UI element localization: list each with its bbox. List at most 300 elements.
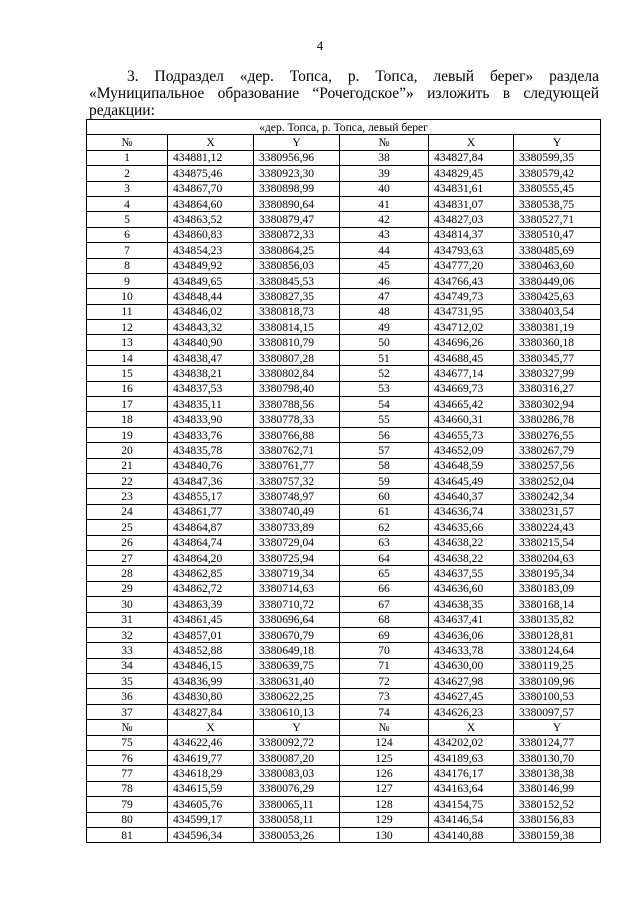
y-coordinate: 3380257,56 xyxy=(514,458,601,473)
x-coordinate: 434814,37 xyxy=(429,227,514,242)
x-coordinate: 434665,42 xyxy=(429,397,514,412)
x-coordinate: 434669,73 xyxy=(429,381,514,396)
y-coordinate: 3380252,04 xyxy=(514,473,601,488)
table-row xyxy=(87,766,601,781)
y-coordinate: 3380152,52 xyxy=(514,797,601,812)
y-coordinate: 3380555,45 xyxy=(514,181,601,196)
point-number: 20 xyxy=(87,443,168,458)
point-number: 50 xyxy=(340,335,429,350)
point-number: 53 xyxy=(340,381,429,396)
header-y: Y xyxy=(254,720,340,735)
point-number: 9 xyxy=(87,273,168,288)
y-coordinate: 3380879,47 xyxy=(254,212,340,227)
table-caption: «дер. Топса, р. Топса, левый берег xyxy=(87,120,601,135)
y-coordinate: 3380168,14 xyxy=(514,597,601,612)
x-coordinate: 434847,36 xyxy=(168,473,254,488)
point-number: 19 xyxy=(87,427,168,442)
table-row xyxy=(87,550,601,565)
header-number: № xyxy=(340,720,429,735)
x-coordinate: 434637,41 xyxy=(429,612,514,627)
x-coordinate: 434712,02 xyxy=(429,320,514,335)
point-number: 37 xyxy=(87,704,168,719)
y-coordinate: 3380381,19 xyxy=(514,320,601,335)
x-coordinate: 434652,09 xyxy=(429,443,514,458)
y-coordinate: 3380807,28 xyxy=(254,350,340,365)
point-number: 30 xyxy=(87,597,168,612)
x-coordinate: 434827,84 xyxy=(429,150,514,165)
point-number: 28 xyxy=(87,566,168,581)
header-y: Y xyxy=(514,720,601,735)
y-coordinate: 3380527,71 xyxy=(514,212,601,227)
point-number: 7 xyxy=(87,243,168,258)
table-row xyxy=(87,566,601,581)
point-number: 126 xyxy=(340,766,429,781)
y-coordinate: 3380109,96 xyxy=(514,674,601,689)
x-coordinate: 434846,15 xyxy=(168,658,254,673)
x-coordinate: 434596,34 xyxy=(168,827,254,842)
y-coordinate: 3380810,79 xyxy=(254,335,340,350)
y-coordinate: 3380124,77 xyxy=(514,735,601,750)
table-row xyxy=(87,627,601,642)
point-number: 55 xyxy=(340,412,429,427)
table-row xyxy=(87,827,601,842)
point-number: 25 xyxy=(87,520,168,535)
point-number: 71 xyxy=(340,658,429,673)
x-coordinate: 434619,77 xyxy=(168,751,254,766)
point-number: 44 xyxy=(340,243,429,258)
point-number: 51 xyxy=(340,350,429,365)
x-coordinate: 434645,49 xyxy=(429,473,514,488)
y-coordinate: 3380224,43 xyxy=(514,520,601,535)
point-number: 70 xyxy=(340,643,429,658)
table-row xyxy=(87,535,601,550)
point-number: 58 xyxy=(340,458,429,473)
x-coordinate: 434793,63 xyxy=(429,243,514,258)
x-coordinate: 434831,61 xyxy=(429,181,514,196)
table-row xyxy=(87,304,601,319)
point-number: 26 xyxy=(87,535,168,550)
x-coordinate: 434633,78 xyxy=(429,643,514,658)
y-coordinate: 3380076,29 xyxy=(254,781,340,796)
table-row xyxy=(87,289,601,304)
y-coordinate: 3380729,04 xyxy=(254,535,340,550)
y-coordinate: 3380714,63 xyxy=(254,581,340,596)
y-coordinate: 3380748,97 xyxy=(254,489,340,504)
y-coordinate: 3380053,26 xyxy=(254,827,340,842)
y-coordinate: 3380345,77 xyxy=(514,350,601,365)
y-coordinate: 3380740,49 xyxy=(254,504,340,519)
table-row xyxy=(87,504,601,519)
table-header-row xyxy=(87,135,601,150)
y-coordinate: 3380631,40 xyxy=(254,674,340,689)
table-row xyxy=(87,443,601,458)
x-coordinate: 434176,17 xyxy=(429,766,514,781)
y-coordinate: 3380316,27 xyxy=(514,381,601,396)
table-header-row xyxy=(87,720,601,735)
y-coordinate: 3380327,99 xyxy=(514,366,601,381)
y-coordinate: 3380128,81 xyxy=(514,627,601,642)
y-coordinate: 3380610,13 xyxy=(254,704,340,719)
point-number: 127 xyxy=(340,781,429,796)
table-row xyxy=(87,381,601,396)
table-row xyxy=(87,243,601,258)
y-coordinate: 3380599,35 xyxy=(514,150,601,165)
y-coordinate: 3380058,11 xyxy=(254,812,340,827)
header-x: X xyxy=(429,720,514,735)
y-coordinate: 3380649,18 xyxy=(254,643,340,658)
x-coordinate: 434867,70 xyxy=(168,181,254,196)
x-coordinate: 434849,92 xyxy=(168,258,254,273)
table-row xyxy=(87,581,601,596)
y-coordinate: 3380956,96 xyxy=(254,150,340,165)
header-number: № xyxy=(340,135,429,150)
y-coordinate: 3380242,34 xyxy=(514,489,601,504)
y-coordinate: 3380360,18 xyxy=(514,335,601,350)
y-coordinate: 3380757,32 xyxy=(254,473,340,488)
point-number: 24 xyxy=(87,504,168,519)
point-number: 41 xyxy=(340,196,429,211)
table-row xyxy=(87,612,601,627)
y-coordinate: 3380890,64 xyxy=(254,196,340,211)
amendment-paragraph: 3. Подраздел «дер. Топса, р. Топса, левый берег» раздела «Муниципальное образование “Рочегодское”» изложить в следующей редакции: xyxy=(89,68,599,119)
table-row xyxy=(87,350,601,365)
table-row xyxy=(87,458,601,473)
point-number: 32 xyxy=(87,627,168,642)
x-coordinate: 434766,43 xyxy=(429,273,514,288)
x-coordinate: 434827,84 xyxy=(168,704,254,719)
table-row xyxy=(87,181,601,196)
x-coordinate: 434875,46 xyxy=(168,166,254,181)
y-coordinate: 3380403,54 xyxy=(514,304,601,319)
x-coordinate: 434636,06 xyxy=(429,627,514,642)
y-coordinate: 3380146,99 xyxy=(514,781,601,796)
x-coordinate: 434627,98 xyxy=(429,674,514,689)
y-coordinate: 3380670,79 xyxy=(254,627,340,642)
y-coordinate: 3380818,73 xyxy=(254,304,340,319)
point-number: 5 xyxy=(87,212,168,227)
x-coordinate: 434140,88 xyxy=(429,827,514,842)
y-coordinate: 3380778,33 xyxy=(254,412,340,427)
table-row xyxy=(87,781,601,796)
point-number: 31 xyxy=(87,612,168,627)
x-coordinate: 434163,64 xyxy=(429,781,514,796)
point-number: 64 xyxy=(340,550,429,565)
x-coordinate: 434864,74 xyxy=(168,535,254,550)
point-number: 2 xyxy=(87,166,168,181)
x-coordinate: 434622,46 xyxy=(168,735,254,750)
x-coordinate: 434840,76 xyxy=(168,458,254,473)
x-coordinate: 434749,73 xyxy=(429,289,514,304)
y-coordinate: 3380872,33 xyxy=(254,227,340,242)
y-coordinate: 3380463,60 xyxy=(514,258,601,273)
y-coordinate: 3380302,94 xyxy=(514,397,601,412)
point-number: 13 xyxy=(87,335,168,350)
y-coordinate: 3380639,75 xyxy=(254,658,340,673)
x-coordinate: 434852,88 xyxy=(168,643,254,658)
y-coordinate: 3380087,20 xyxy=(254,751,340,766)
x-coordinate: 434630,00 xyxy=(429,658,514,673)
point-number: 23 xyxy=(87,489,168,504)
header-number: № xyxy=(87,720,168,735)
y-coordinate: 3380156,83 xyxy=(514,812,601,827)
y-coordinate: 3380845,53 xyxy=(254,273,340,288)
point-number: 14 xyxy=(87,350,168,365)
y-coordinate: 3380827,35 xyxy=(254,289,340,304)
y-coordinate: 3380231,57 xyxy=(514,504,601,519)
table-row xyxy=(87,797,601,812)
x-coordinate: 434731,95 xyxy=(429,304,514,319)
point-number: 69 xyxy=(340,627,429,642)
table-row xyxy=(87,473,601,488)
x-coordinate: 434154,75 xyxy=(429,797,514,812)
y-coordinate: 3380762,71 xyxy=(254,443,340,458)
y-coordinate: 3380622,25 xyxy=(254,689,340,704)
x-coordinate: 434827,03 xyxy=(429,212,514,227)
coordinates-table xyxy=(86,119,601,843)
point-number: 73 xyxy=(340,689,429,704)
y-coordinate: 3380798,40 xyxy=(254,381,340,396)
point-number: 46 xyxy=(340,273,429,288)
y-coordinate: 3380856,03 xyxy=(254,258,340,273)
y-coordinate: 3380733,89 xyxy=(254,520,340,535)
x-coordinate: 434688,45 xyxy=(429,350,514,365)
point-number: 38 xyxy=(340,150,429,165)
x-coordinate: 434831,07 xyxy=(429,196,514,211)
point-number: 62 xyxy=(340,520,429,535)
y-coordinate: 3380092,72 xyxy=(254,735,340,750)
y-coordinate: 3380761,77 xyxy=(254,458,340,473)
x-coordinate: 434146,54 xyxy=(429,812,514,827)
y-coordinate: 3380065,11 xyxy=(254,797,340,812)
x-coordinate: 434635,66 xyxy=(429,520,514,535)
y-coordinate: 3380538,75 xyxy=(514,196,601,211)
point-number: 21 xyxy=(87,458,168,473)
y-coordinate: 3380814,15 xyxy=(254,320,340,335)
point-number: 68 xyxy=(340,612,429,627)
point-number: 40 xyxy=(340,181,429,196)
y-coordinate: 3380719,34 xyxy=(254,566,340,581)
x-coordinate: 434846,02 xyxy=(168,304,254,319)
y-coordinate: 3380267,79 xyxy=(514,443,601,458)
x-coordinate: 434599,17 xyxy=(168,812,254,827)
x-coordinate: 434840,90 xyxy=(168,335,254,350)
point-number: 52 xyxy=(340,366,429,381)
table-row xyxy=(87,397,601,412)
x-coordinate: 434638,35 xyxy=(429,597,514,612)
x-coordinate: 434854,23 xyxy=(168,243,254,258)
table-row xyxy=(87,320,601,335)
table-row xyxy=(87,166,601,181)
x-coordinate: 434636,74 xyxy=(429,504,514,519)
page-number: 4 xyxy=(316,38,324,53)
y-coordinate: 3380195,34 xyxy=(514,566,601,581)
x-coordinate: 434861,45 xyxy=(168,612,254,627)
table-row xyxy=(87,489,601,504)
x-coordinate: 434861,77 xyxy=(168,504,254,519)
point-number: 59 xyxy=(340,473,429,488)
x-coordinate: 434849,65 xyxy=(168,273,254,288)
table-row xyxy=(87,227,601,242)
y-coordinate: 3380725,94 xyxy=(254,550,340,565)
point-number: 56 xyxy=(340,427,429,442)
point-number: 15 xyxy=(87,366,168,381)
point-number: 39 xyxy=(340,166,429,181)
point-number: 47 xyxy=(340,289,429,304)
x-coordinate: 434864,87 xyxy=(168,520,254,535)
y-coordinate: 3380710,72 xyxy=(254,597,340,612)
point-number: 125 xyxy=(340,751,429,766)
table-row xyxy=(87,196,601,211)
table-row xyxy=(87,412,601,427)
point-number: 6 xyxy=(87,227,168,242)
x-coordinate: 434855,17 xyxy=(168,489,254,504)
point-number: 129 xyxy=(340,812,429,827)
point-number: 16 xyxy=(87,381,168,396)
point-number: 10 xyxy=(87,289,168,304)
x-coordinate: 434615,59 xyxy=(168,781,254,796)
x-coordinate: 434863,39 xyxy=(168,597,254,612)
point-number: 33 xyxy=(87,643,168,658)
y-coordinate: 3380864,25 xyxy=(254,243,340,258)
x-coordinate: 434838,47 xyxy=(168,350,254,365)
point-number: 48 xyxy=(340,304,429,319)
point-number: 67 xyxy=(340,597,429,612)
x-coordinate: 434627,45 xyxy=(429,689,514,704)
point-number: 8 xyxy=(87,258,168,273)
table-row xyxy=(87,704,601,719)
header-y: Y xyxy=(254,135,340,150)
point-number: 61 xyxy=(340,504,429,519)
x-coordinate: 434864,20 xyxy=(168,550,254,565)
x-coordinate: 434830,80 xyxy=(168,689,254,704)
point-number: 1 xyxy=(87,150,168,165)
point-number: 36 xyxy=(87,689,168,704)
point-number: 12 xyxy=(87,320,168,335)
point-number: 57 xyxy=(340,443,429,458)
point-number: 65 xyxy=(340,566,429,581)
x-coordinate: 434636,60 xyxy=(429,581,514,596)
table-row xyxy=(87,812,601,827)
y-coordinate: 3380579,42 xyxy=(514,166,601,181)
point-number: 78 xyxy=(87,781,168,796)
point-number: 60 xyxy=(340,489,429,504)
table-row xyxy=(87,366,601,381)
table-row xyxy=(87,751,601,766)
point-number: 42 xyxy=(340,212,429,227)
table-row xyxy=(87,689,601,704)
x-coordinate: 434660,31 xyxy=(429,412,514,427)
point-number: 77 xyxy=(87,766,168,781)
point-number: 3 xyxy=(87,181,168,196)
x-coordinate: 434862,72 xyxy=(168,581,254,596)
header-x: X xyxy=(168,135,254,150)
point-number: 128 xyxy=(340,797,429,812)
point-number: 75 xyxy=(87,735,168,750)
y-coordinate: 3380510,47 xyxy=(514,227,601,242)
point-number: 49 xyxy=(340,320,429,335)
y-coordinate: 3380183,09 xyxy=(514,581,601,596)
x-coordinate: 434835,11 xyxy=(168,397,254,412)
y-coordinate: 3380923,30 xyxy=(254,166,340,181)
y-coordinate: 3380097,57 xyxy=(514,704,601,719)
header-x: X xyxy=(429,135,514,150)
point-number: 80 xyxy=(87,812,168,827)
x-coordinate: 434848,44 xyxy=(168,289,254,304)
x-coordinate: 434843,32 xyxy=(168,320,254,335)
point-number: 43 xyxy=(340,227,429,242)
x-coordinate: 434655,73 xyxy=(429,427,514,442)
y-coordinate: 3380083,03 xyxy=(254,766,340,781)
x-coordinate: 434637,55 xyxy=(429,566,514,581)
point-number: 76 xyxy=(87,751,168,766)
x-coordinate: 434833,76 xyxy=(168,427,254,442)
y-coordinate: 3380135,82 xyxy=(514,612,601,627)
point-number: 45 xyxy=(340,258,429,273)
point-number: 35 xyxy=(87,674,168,689)
point-number: 27 xyxy=(87,550,168,565)
x-coordinate: 434626,23 xyxy=(429,704,514,719)
y-coordinate: 3380696,64 xyxy=(254,612,340,627)
x-coordinate: 434605,76 xyxy=(168,797,254,812)
point-number: 4 xyxy=(87,196,168,211)
x-coordinate: 434640,37 xyxy=(429,489,514,504)
table-row xyxy=(87,273,601,288)
y-coordinate: 3380802,84 xyxy=(254,366,340,381)
x-coordinate: 434838,21 xyxy=(168,366,254,381)
y-coordinate: 3380204,63 xyxy=(514,550,601,565)
x-coordinate: 434836,99 xyxy=(168,674,254,689)
table-row xyxy=(87,427,601,442)
x-coordinate: 434833,90 xyxy=(168,412,254,427)
y-coordinate: 3380215,54 xyxy=(514,535,601,550)
y-coordinate: 3380138,38 xyxy=(514,766,601,781)
x-coordinate: 434648,59 xyxy=(429,458,514,473)
x-coordinate: 434829,45 xyxy=(429,166,514,181)
y-coordinate: 3380898,99 xyxy=(254,181,340,196)
x-coordinate: 434696,26 xyxy=(429,335,514,350)
x-coordinate: 434881,12 xyxy=(168,150,254,165)
table-row xyxy=(87,597,601,612)
x-coordinate: 434857,01 xyxy=(168,627,254,642)
y-coordinate: 3380425,63 xyxy=(514,289,601,304)
x-coordinate: 434837,53 xyxy=(168,381,254,396)
table-row xyxy=(87,643,601,658)
point-number: 66 xyxy=(340,581,429,596)
point-number: 22 xyxy=(87,473,168,488)
table-row xyxy=(87,674,601,689)
table-row xyxy=(87,212,601,227)
table-row xyxy=(87,658,601,673)
table-row xyxy=(87,520,601,535)
x-coordinate: 434863,52 xyxy=(168,212,254,227)
y-coordinate: 3380100,53 xyxy=(514,689,601,704)
x-coordinate: 434835,78 xyxy=(168,443,254,458)
y-coordinate: 3380130,70 xyxy=(514,751,601,766)
table-row xyxy=(87,335,601,350)
y-coordinate: 3380286,78 xyxy=(514,412,601,427)
point-number: 124 xyxy=(340,735,429,750)
x-coordinate: 434677,14 xyxy=(429,366,514,381)
table-row xyxy=(87,735,601,750)
x-coordinate: 434777,20 xyxy=(429,258,514,273)
point-number: 29 xyxy=(87,581,168,596)
table-caption-row xyxy=(87,120,601,135)
x-coordinate: 434862,85 xyxy=(168,566,254,581)
header-number: № xyxy=(87,135,168,150)
point-number: 11 xyxy=(87,304,168,319)
x-coordinate: 434864,60 xyxy=(168,196,254,211)
point-number: 81 xyxy=(87,827,168,842)
